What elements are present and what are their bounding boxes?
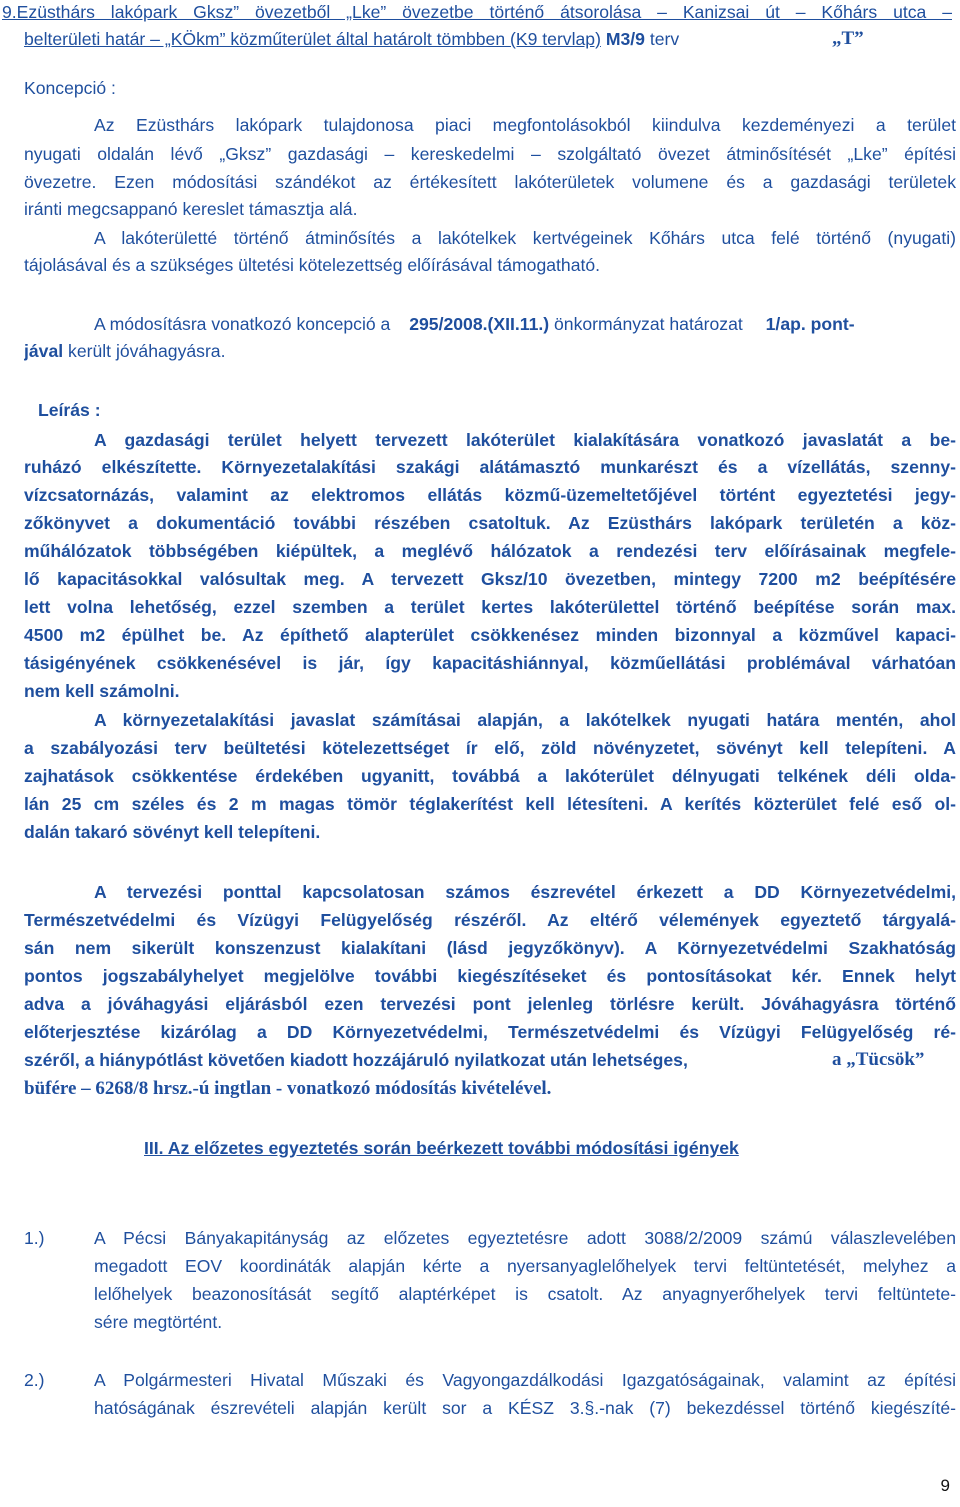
heading-text-1: 9.Ezüsthárs lakópark Gksz” övezetből „Lke” övezetbe történő átsorolása – Kanizsai út – Kőhárs utca – xyxy=(2,2,952,22)
heading-line-2 xyxy=(24,27,936,51)
item-line: lelőhelyek beazonosítását segítő alaptérképet is csatolt. Az anyagnyerőhelyek tervi feltüntete- xyxy=(94,1284,956,1304)
approval-text: A módosításra vonatkozó koncepció a xyxy=(94,314,391,334)
resolution-point-cont: pont- xyxy=(810,314,855,334)
concept-line: tájolásával és a szükséges ültetési kötelezettség előírásával támogatható. xyxy=(24,255,601,275)
heading-text-2: belterületi határ – „KÖkm” közműterület által határolt tömbben (K9 tervlap) xyxy=(24,29,601,49)
item-number: 2.) xyxy=(24,1370,45,1390)
concept-line: A lakóterületté történő átminősítés a lakótelkek kertvégeinek Kőhárs utca felé történő (nyugati) xyxy=(94,228,956,248)
description-line: A gazdasági terület helyett tervezett lakóterület kialakítására vonatkozó javaslatát a be- xyxy=(94,430,956,450)
resolution-number: 295/2008.(XII.11.) xyxy=(409,314,550,334)
description-line: a szabályozási terv beültetési kötelezettséget ír elő, zöld növényzetet, sövényt kell telepíteni. A xyxy=(24,738,956,758)
description-line: műhálózatok többségében kiépültek, a meglévő hálózatok a rendezési terv előírásainak megfele- xyxy=(24,541,956,561)
planning-text: széről, a hiánypótlást követően kiadott hozzájáruló nyilatkozat után lehetséges, xyxy=(24,1050,688,1070)
description-line: 4500 m2 épülhet be. Az építhető alapterület csökkenésez minden bizonnyal a közművel kapaci- xyxy=(24,625,956,645)
resolution-point-cont: jával xyxy=(24,341,64,361)
concept-line: övezetre. Ezen módosítási szándékot az értékesített lakóterületek volumene és a gazdasági területek xyxy=(24,172,956,192)
heading-line-1 xyxy=(2,0,952,24)
approval-line-2 xyxy=(24,339,936,363)
item-line: sére megtörtént. xyxy=(94,1312,223,1332)
description-line: lett volna lehetőség, ezzel szemben a terület kertes lakóterülettel történő beépítése során max. xyxy=(24,597,956,617)
description-line: A környezetalakítási javaslat számításai alapján, a lakótelkek nyugati határa mentén, ahol xyxy=(94,710,956,730)
description-label: Leírás : xyxy=(38,400,101,420)
description-line: zőkönyvet a dokumentáció további részében csatoltuk. Az Ezüsthárs lakópark területén a köz- xyxy=(24,513,956,533)
item-number: 1.) xyxy=(24,1228,45,1248)
description-line: nem kell számolni. xyxy=(24,681,180,701)
concept-label: Koncepció : xyxy=(24,78,116,98)
page-number: 9 xyxy=(940,1476,950,1495)
description-line: dalán takaró sövényt kell telepíteni. xyxy=(24,822,321,842)
planning-line: sán nem sikerült konszenzust kialakítani (lásd jegyzőkönyv). A Környezetvédelmi Szakhatóság xyxy=(24,938,956,958)
approval-line xyxy=(94,312,956,336)
planning-line xyxy=(24,1048,956,1072)
description-line: ruházó elkészítette. Környezetalakítási szakági alátámasztó munkarészt és a vízellátás, szenny- xyxy=(24,457,956,477)
planning-exception-end: büfére – 6268/8 hrsz.-ú ingtlan - vonatkozó módosítás kivételével. xyxy=(24,1078,552,1099)
item-line: A Pécsi Bányakapitányság az előzetes egyeztetésre adott 3088/2/2009 számú válaszlevelében xyxy=(94,1228,956,1248)
planning-line: előterjesztése kizárólag a DD Környezetvédelmi, Természetvédelmi és Vízügyi Felügyelőség ré- xyxy=(24,1022,956,1042)
concept-line: nyugati oldalán lévő „Gksz” gazdasági – kereskedelmi – szolgáltató övezet átminősítését „Lke” építési xyxy=(24,144,956,164)
approval-text: önkormányzat határozat xyxy=(554,314,743,334)
description-line: lő kapacitásokkal valósultak meg. A tervezett Gksz/10 övezetben, mintegy 7200 m2 beépítésére xyxy=(24,569,956,589)
concept-line: Az Ezüsthárs lakópark tulajdonosa piaci megfontolásokból kiindulva kezdeményezi a terület xyxy=(94,115,956,135)
planning-exception-start: a „Tücsök” xyxy=(832,1049,925,1070)
section-3-title: III. Az előzetes egyeztetés során beérkezett további módosítási igények xyxy=(144,1138,739,1158)
planning-line: A tervezési ponttal kapcsolatosan számos észrevétel érkezett a DD Környezetvédelmi, xyxy=(94,882,956,902)
description-line: lán 25 cm széles és 2 m magas tömör téglakerítést kell létesíteni. A kerítés közterület felé eső ol- xyxy=(24,794,956,814)
resolution-point: 1/ap. xyxy=(765,314,806,334)
approval-text: került jóváhagyásra. xyxy=(68,341,226,361)
concept-line: iránti megcsappanó kereslet támasztja alá. xyxy=(24,199,358,219)
plan-reference: M3/9 xyxy=(605,29,645,49)
planning-line: Természetvédelmi és Vízügyi Felügyelőség részéről. Az eltérő vélemények egyeztető tárgyalá- xyxy=(24,910,956,930)
description-line: vízcsatornázás, valamint az elektromos ellátás közmű-üzemeltetőjével történt egyeztetési jegy- xyxy=(24,485,956,505)
description-line: zajhatások csökkentése érdekében ugyanitt, továbbá a lakóterület délnyugati telkének déli olda- xyxy=(24,766,956,786)
item-line: megadott EOV koordináták alapján kérte a nyersanyaglelőhelyek tervi feltüntetését, melyhez a xyxy=(94,1256,956,1276)
planning-line: adva a jóváhagyási eljárásból ezen tervezési pont jelenleg törlésre került. Jóváhagyásra történő xyxy=(24,994,956,1014)
description-line: tásigényének csökkenésével is jár, így kapacitáshiánnyal, közműellátási problémával várhatóan xyxy=(24,653,956,673)
item-line: hatóságának észrevételi alapján került sor a KÉSZ 3.§.-nak (7) bekezdéssel történő kiegészíté- xyxy=(94,1398,956,1418)
plan-word: terv xyxy=(649,29,680,49)
plan-type-badge: „T” xyxy=(832,28,864,49)
planning-line: pontos jogszabályhelyet megjelölve további kiegészítéseket és pontosításokat kér. Ennek helyt xyxy=(24,966,956,986)
item-line: A Polgármesteri Hivatal Műszaki és Vagyongazdálkodási Igazgatóságainak, valamint az építési xyxy=(94,1370,956,1390)
